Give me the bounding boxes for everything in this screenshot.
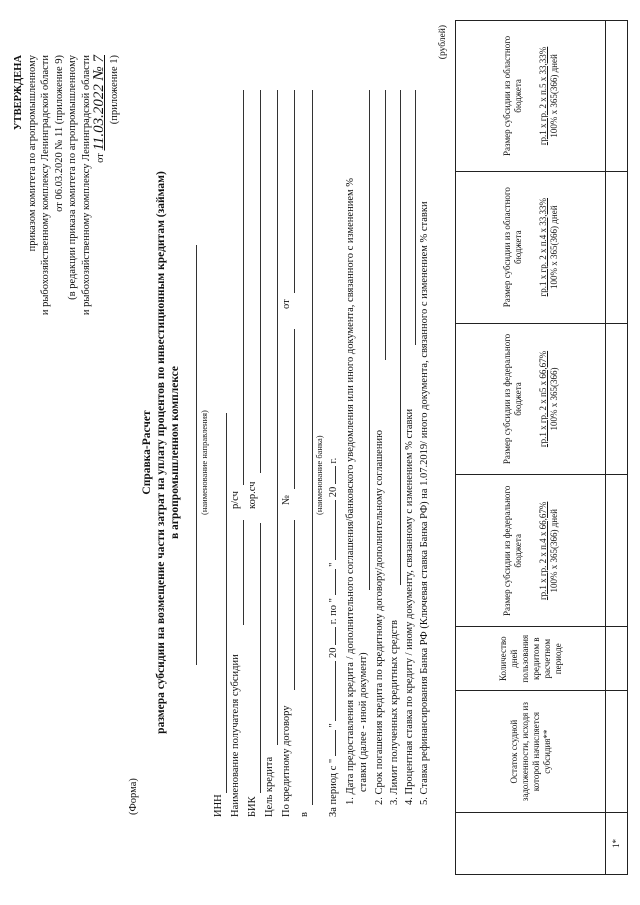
item-5	[418, 201, 431, 805]
ks-label: кор.сч	[247, 481, 258, 509]
rs-label: р/сч	[230, 491, 241, 509]
period-quote: "	[328, 598, 339, 603]
period-month-end[interactable]	[335, 500, 336, 560]
table-header-cell	[456, 323, 606, 475]
inn-field[interactable]	[226, 413, 227, 793]
item-4-field[interactable]	[415, 90, 416, 345]
period-day-start[interactable]	[335, 730, 336, 756]
table-cell[interactable]	[606, 475, 628, 627]
item-2-field[interactable]	[385, 90, 386, 360]
contract-date-label: от	[281, 299, 292, 309]
direction-hint: (наименование направления)	[199, 410, 209, 515]
period-quote: "	[328, 723, 339, 728]
approval-line-1: приказом комитета по агропромышленному	[26, 55, 38, 252]
approval-line-6	[93, 55, 108, 315]
column-title: Размер субсидии из федерального бюджета	[501, 333, 523, 465]
direction-line[interactable]	[196, 245, 197, 665]
column-title: Размер субсидии из федерального бюджета	[501, 485, 523, 616]
doc-subtitle: размера субсидии на возмещение части затрат на уплату процентов по инвестиционным кредитам (займам)	[155, 171, 167, 734]
table-header-cell	[456, 475, 606, 627]
period-year-end[interactable]	[335, 466, 336, 484]
contract-number-field[interactable]	[294, 329, 295, 489]
item-text: Дата предоставления кредита / дополнительного соглашения/банковского уведомления или иного документа, связанного с изменением %	[345, 178, 356, 795]
item-text: Лимит полученных кредитных средств	[389, 619, 400, 795]
item-1-cont	[357, 652, 370, 792]
table-header-cell	[456, 171, 606, 323]
calculation-table	[455, 20, 628, 875]
doc-subtitle-2: в агропромышленном комплексе	[169, 365, 181, 540]
table-row	[606, 21, 628, 875]
formula-numerator: гр.1 х гр. 2 х п.4 х 33,33%	[537, 197, 548, 297]
formula-denominator: 100% х 365(366) дней	[548, 54, 559, 138]
bank-prefix: в	[299, 812, 310, 817]
unit-label: (рублей)	[438, 25, 448, 60]
formula-numerator: гр.1 х гр. 2 х п5 х 66,67%	[537, 350, 548, 448]
bik-label: БИК	[247, 796, 258, 817]
table-header-cell	[456, 813, 606, 875]
item-text: Срок погашения кредита по кредитному договору/дополнительному соглашению	[374, 430, 385, 795]
item-number: 5.	[419, 797, 430, 805]
doc-title: Справка-Расчет	[141, 410, 153, 495]
ks-field[interactable]	[260, 90, 261, 473]
purpose-field[interactable]	[277, 90, 278, 745]
item-1-field[interactable]	[369, 90, 370, 590]
item-number: 4.	[404, 797, 415, 805]
table-header-row	[456, 21, 606, 875]
item-text: ставки (далее - иной документ)	[358, 652, 369, 792]
period-line	[328, 458, 339, 817]
contract-number-label: №	[281, 494, 292, 505]
table-cell[interactable]	[606, 691, 628, 813]
period-prefix: За период с	[328, 765, 339, 817]
column-title: Размер субсидии из областного бюджета	[501, 35, 523, 156]
approval-title: УТВЕРЖДЕНА	[13, 55, 24, 131]
period-month-start[interactable]	[335, 661, 336, 721]
approval-line-5: и рыбохозяйственному комплексу Ленинградской области	[80, 55, 92, 316]
item-3	[388, 620, 401, 805]
recipient-field[interactable]	[243, 520, 244, 625]
table-cell[interactable]	[606, 627, 628, 691]
form-label: (Форма)	[128, 778, 139, 815]
table-cell[interactable]	[606, 323, 628, 475]
period-year-prefix: 20	[328, 486, 339, 498]
approval-line-2: и рыбохозяйственному комплексу Ленинградской области	[40, 55, 51, 316]
formula-numerator: гр.1 х гр. 2 х п.4 х 66,67%	[537, 501, 548, 601]
item-1	[344, 178, 357, 805]
contract-field[interactable]	[294, 520, 295, 690]
period-year-suffix: г.	[328, 457, 339, 464]
period-quote: "	[328, 562, 339, 567]
bank-hint: (наименование банка)	[314, 435, 324, 515]
formula-denominator: 100% х 365(366) дней	[548, 509, 559, 593]
approval-block	[12, 55, 121, 315]
item-4	[403, 409, 416, 805]
contract-date-field[interactable]	[294, 90, 295, 293]
approval-line-3: от 06.03.2020 № 11 (приложение 9)	[53, 55, 65, 212]
item-number: 2.	[374, 797, 385, 805]
purpose-label: Цель кредита	[264, 756, 275, 817]
formula-denominator: 100% х 365(366) дней	[548, 205, 559, 289]
handwritten-order-number: 11.03.2022 № 7	[91, 55, 107, 151]
bik-field[interactable]	[260, 523, 261, 793]
formula-numerator: гр.1 х гр. 2 х п.5 х 33,33%	[537, 46, 548, 146]
item-text: Процентная ставка по кредиту / иному документу, связанному с изменением % ставки	[404, 408, 415, 795]
period-quote: "	[328, 758, 339, 764]
table-cell[interactable]	[606, 171, 628, 323]
table-header-cell	[456, 21, 606, 172]
item-text: Ставка рефинансирования Банка РФ (Ключевая ставка Банка РФ) на 1.07.2019/ иного документа, связанного с изменением % ставки	[419, 201, 430, 795]
table-header-cell: Остаток ссудной задолженности, исходя из которой начисляется субсидия**	[456, 691, 606, 813]
column-title: Размер субсидии из областного бюджета	[501, 187, 523, 308]
item-2	[373, 430, 386, 805]
table-header-cell: Количество дней пользования кредитом в расчетном периоде	[456, 627, 606, 691]
item-3-field[interactable]	[400, 90, 401, 585]
item-number: 1.	[345, 797, 356, 805]
bank-field[interactable]	[312, 90, 313, 805]
approval-line-4: (в редакции приказа комитета по агропромышленному	[67, 55, 78, 300]
inn-label: ИНН	[213, 794, 224, 817]
recipient-label: Наименование получателя субсидии	[230, 654, 241, 817]
rs-field[interactable]	[243, 90, 244, 485]
period-to: г. по	[328, 605, 339, 625]
item-number: 3.	[389, 797, 400, 805]
table-cell[interactable]	[606, 21, 628, 172]
approval-line-7: (приложение 1)	[108, 55, 120, 125]
approval-from-label: от	[95, 153, 106, 163]
formula-denominator: 100% х 365(366)	[548, 367, 559, 431]
row-label: 1*	[606, 813, 628, 875]
contract-label: По кредитному договору	[281, 705, 292, 817]
period-year-prefix: 20	[328, 647, 339, 658]
period-day-end[interactable]	[335, 569, 336, 595]
period-year-start[interactable]	[335, 627, 336, 645]
